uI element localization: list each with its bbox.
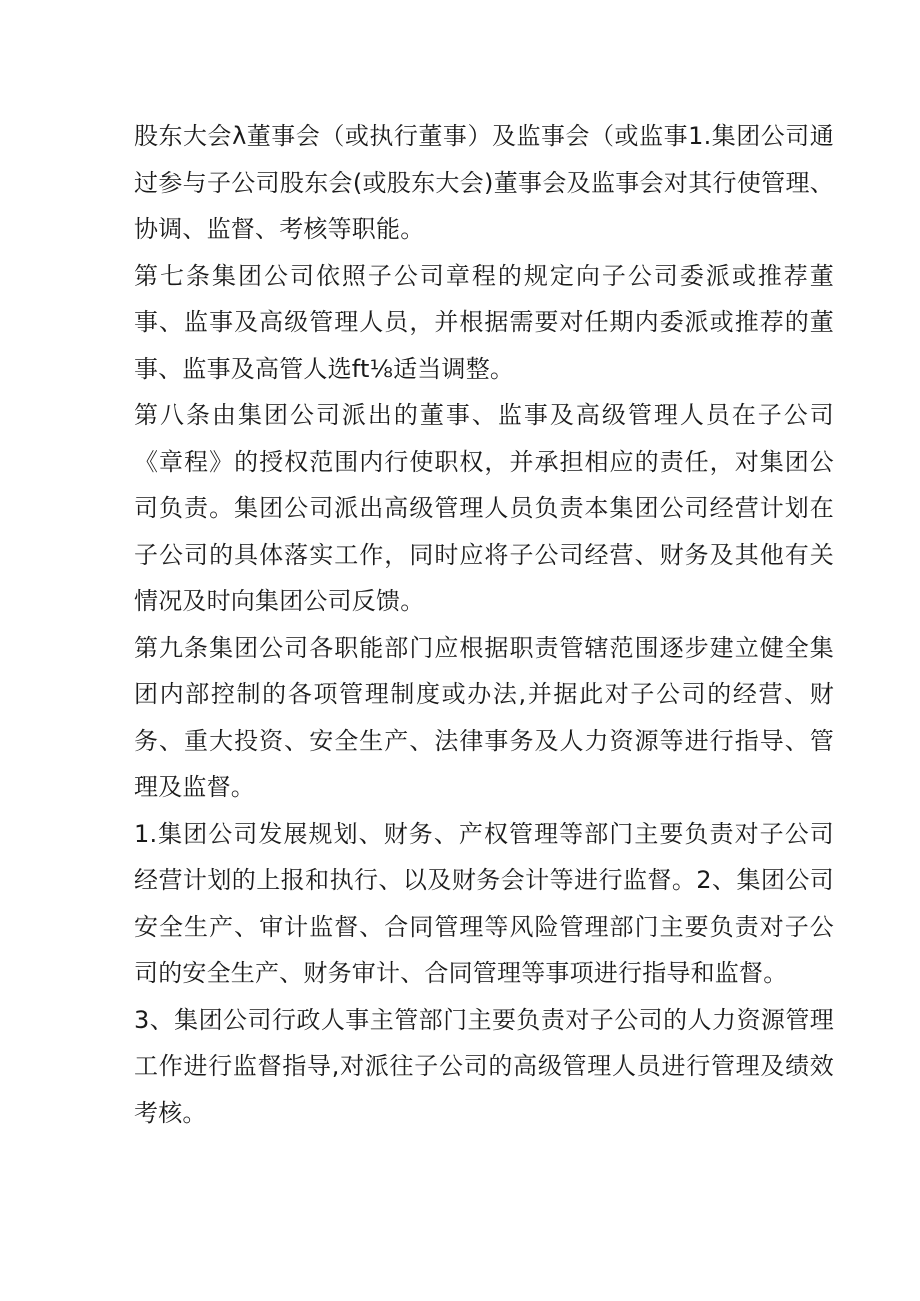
paragraph-article-9: 第九条集团公司各职能部门应根据职责管辖范围逐步建立健全集团内部控制的各项管理制度或办法,并据此对子公司的经营、财务、重大投资、安全生产、法律事务及人力资源等进行指导、管理及监督。 [134,633,834,801]
document-body [134,113,834,1136]
paragraph-item-1-2: 1.集团公司发展规划、财务、产权管理等部门主要负责对子公司经营计划的上报和执行、以及财务会计等进行监督。2、集团公司安全生产、审计监督、合同管理等风险管理部门主要负责对子公司的安全生产、财务审计、合同管理等事项进行指导和监督。 [134,819,834,987]
paragraph-item-3: 3、集团公司行政人事主管部门主要负责对子公司的人力资源管理工作进行监督指导,对派往子公司的高级管理人员进行管理及绩效考核。 [134,1005,834,1127]
paragraph-article-8: 第八条由集团公司派出的董事、监事及高级管理人员在子公司《章程》的授权范围内行使职权，并承担相应的责任，对集团公司负责。集团公司派出高级管理人员负责本集团公司经营计划在子公司的具体落实工作，同时应将子公司经营、财务及其他有关情况及时向集团公司反馈。 [134,401,834,615]
paragraph-article-7: 第七条集团公司依照子公司章程的规定向子公司委派或推荐董事、监事及高级管理人员，并根据需要对任期内委派或推荐的董事、监事及高管人选ft⅛适当调整。 [134,261,834,383]
paragraph-1: 股东大会λ董事会（或执行董事）及监事会（或监事1.集团公司通过参与子公司股东会(或股东大会)董事会及监事会对其行使管理、协调、监督、考核等职能。 [134,122,834,243]
